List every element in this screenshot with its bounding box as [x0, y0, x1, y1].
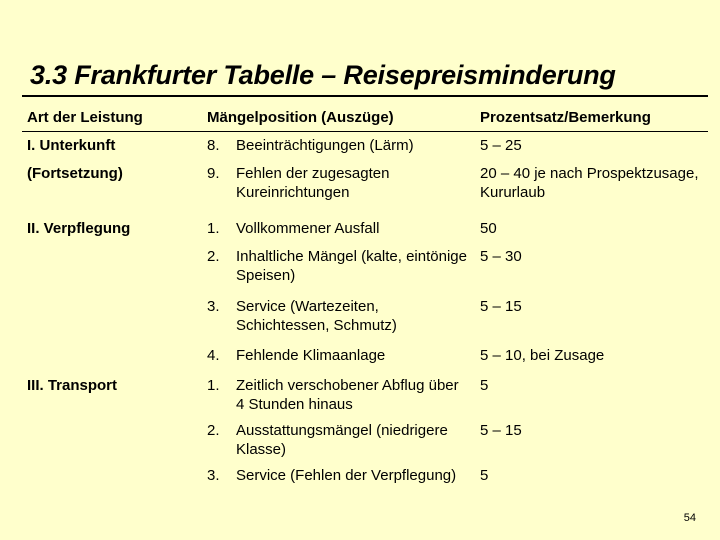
row-number: 1. [207, 220, 220, 237]
page-title: 3.3 Frankfurter Tabelle – Reisepreisminderung [30, 60, 616, 90]
table-divider [22, 131, 708, 132]
header-art-der-leistung: Art der Leistung [27, 109, 143, 126]
row-category: III. Transport [27, 377, 118, 394]
row-value: 5 – 15 [480, 298, 522, 315]
row-category: II. Verpflegung [27, 220, 131, 237]
header-prozentsatz: Prozentsatz/Bemerkung [480, 109, 651, 126]
row-position [207, 421, 467, 459]
row-position-text: Ausstattungsmängel (niedrigere Klasse) [236, 422, 448, 458]
row-position [207, 136, 467, 155]
row-position [207, 247, 467, 285]
row-position [207, 297, 467, 335]
row-position [207, 466, 467, 485]
row-position [207, 219, 467, 238]
row-value: 5 [480, 377, 489, 394]
row-number: 3. [207, 298, 220, 315]
row-position-text: Fehlende Klimaanlage [236, 347, 386, 364]
row-position-text: Service (Fehlen der Verpflegung) [236, 467, 457, 484]
row-number: 2. [207, 248, 220, 265]
row-position-text: Beeinträchtigungen (Lärm) [236, 137, 414, 154]
row-value: 5 – 15 [480, 422, 522, 439]
header-maengelposition: Mängelposition (Auszüge) [207, 109, 394, 126]
row-position-text: Fehlen der zugesagten Kureinrichtungen [236, 165, 390, 201]
row-number: 2. [207, 422, 220, 439]
row-number: 1. [207, 377, 220, 394]
row-position [207, 164, 467, 202]
row-position-text: Inhaltliche Mängel (kalte, eintönige Speisen) [236, 248, 467, 284]
title-underline [22, 95, 708, 97]
row-category: I. Unterkunft [27, 137, 116, 154]
row-number: 9. [207, 165, 220, 182]
row-value: 20 – 40 je nach Prospektzusage, Kururlaub [480, 165, 699, 201]
row-category: (Fortsetzung) [27, 165, 123, 182]
row-position-text: Zeitlich verschobener Abflug über 4 Stunden hinaus [236, 377, 459, 413]
row-position [207, 346, 467, 365]
row-value: 5 [480, 467, 489, 484]
row-position-text: Vollkommener Ausfall [236, 220, 380, 237]
row-value: 5 – 30 [480, 248, 522, 265]
row-position-text: Service (Wartezeiten, Schichtessen, Schmutz) [236, 298, 397, 334]
row-value: 5 – 10, bei Zusage [480, 347, 605, 364]
row-number: 4. [207, 347, 220, 364]
page-number: 54 [683, 512, 696, 524]
row-position [207, 376, 467, 414]
row-number: 8. [207, 137, 220, 154]
row-value: 50 [480, 220, 497, 237]
row-value: 5 – 25 [480, 137, 522, 154]
row-number: 3. [207, 467, 220, 484]
